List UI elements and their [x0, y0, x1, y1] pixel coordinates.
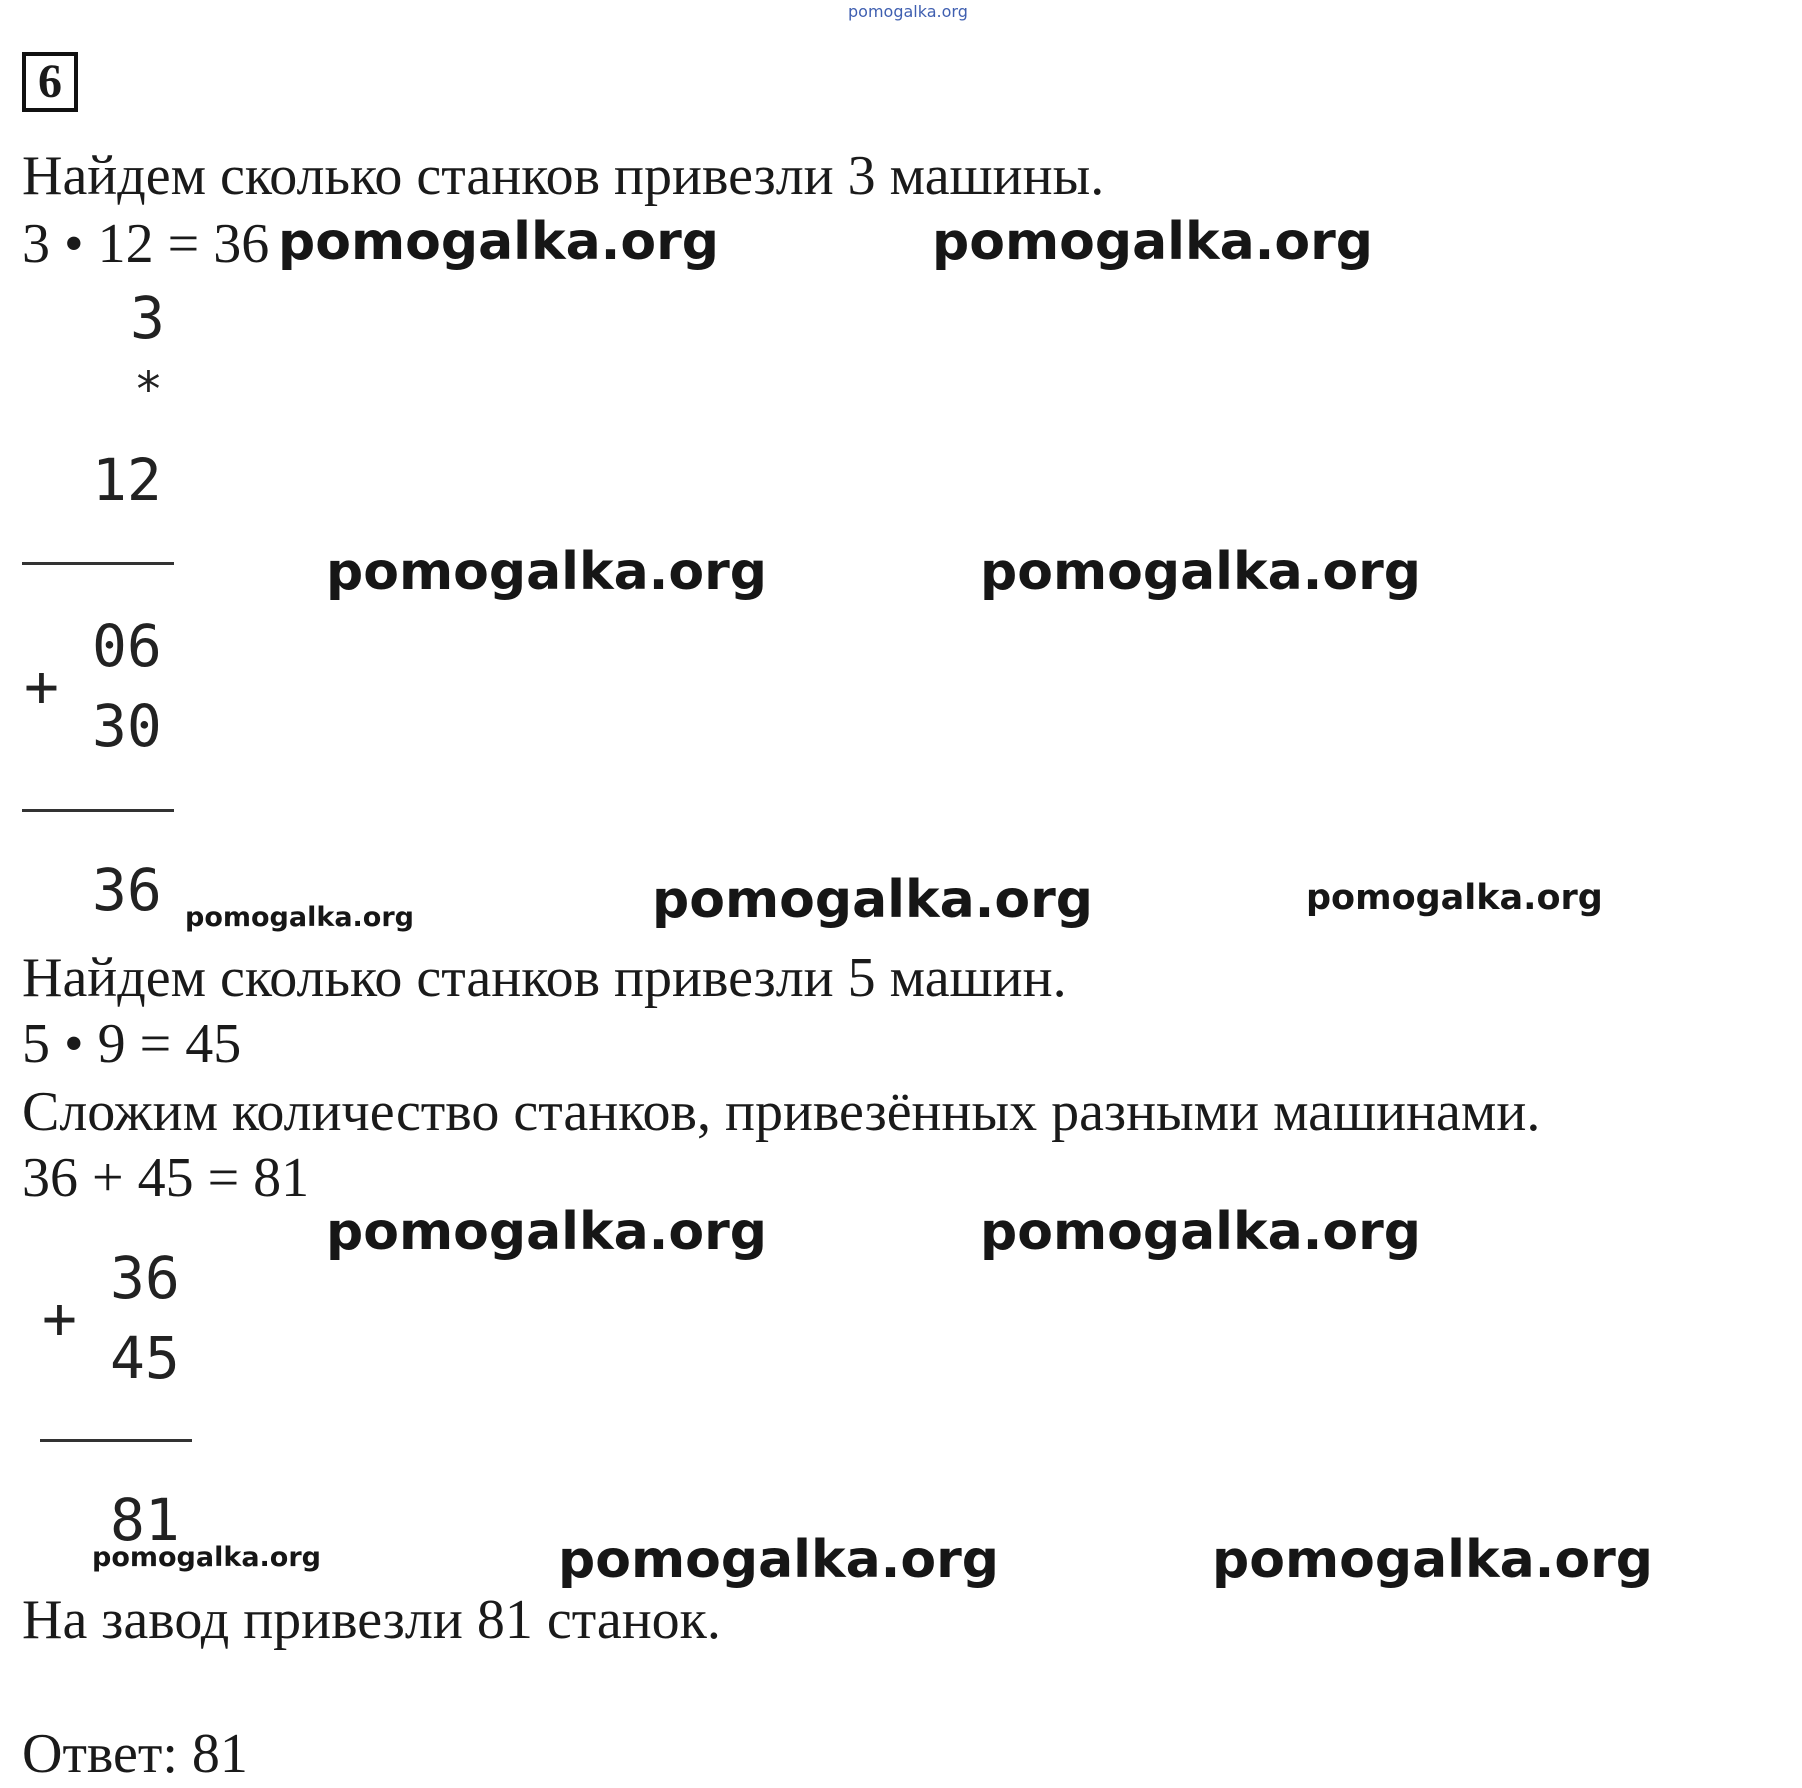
calc2-addend-b: 45: [110, 1324, 180, 1392]
calc1-plus-sign: +: [24, 652, 59, 720]
watermark: pomogalka.org: [92, 1542, 321, 1573]
watermark: pomogalka.org: [980, 542, 1422, 602]
watermark: pomogalka.org: [326, 1202, 768, 1262]
watermark: pomogalka.org: [185, 902, 414, 933]
calc1-partial-1: 06: [92, 612, 162, 680]
watermark: pomogalka.org: [980, 1202, 1422, 1262]
watermark: pomogalka.org: [558, 1530, 1000, 1590]
watermark: pomogalka.org: [932, 212, 1374, 272]
watermark-top: pomogalka.org: [848, 2, 968, 21]
text-line-4: На завод привезли 81 станок.: [22, 1589, 721, 1651]
text-line-2: Найдем сколько станков привезли 5 машин.: [22, 947, 1067, 1009]
calc2-addend-a: 36: [110, 1244, 180, 1312]
watermark: pomogalka.org: [652, 870, 1094, 930]
calc2-result: 81: [110, 1486, 180, 1554]
calc1-multiply-sign: *: [134, 362, 163, 418]
equation-line-3: 36 + 45 = 81: [22, 1147, 310, 1209]
task-number: 6: [22, 52, 78, 112]
calc1-factor-a: 3: [130, 284, 165, 352]
calc1-partial-2: 30: [92, 692, 162, 760]
watermark: pomogalka.org: [1306, 878, 1603, 918]
text-line-1: Найдем сколько станков привезли 3 машины.: [22, 145, 1105, 207]
text-line-3: Сложим количество станков, привезённых разными машинами.: [22, 1081, 1541, 1143]
watermark: pomogalka.org: [1212, 1530, 1654, 1590]
watermark: pomogalka.org: [326, 542, 768, 602]
equation-line-2: 5 • 9 = 45: [22, 1013, 242, 1075]
calc1-rule-2: [22, 809, 174, 812]
calc2-plus-sign: +: [42, 1284, 77, 1352]
calc2-rule: [40, 1439, 192, 1442]
watermark: pomogalka.org: [278, 212, 720, 272]
calc1-factor-b: 12: [92, 446, 162, 514]
calc1-result: 36: [92, 856, 162, 924]
equation-line-1: 3 • 12 = 36: [22, 213, 270, 275]
answer-line: Ответ: 81: [22, 1723, 248, 1785]
calc1-rule-1: [22, 562, 174, 565]
